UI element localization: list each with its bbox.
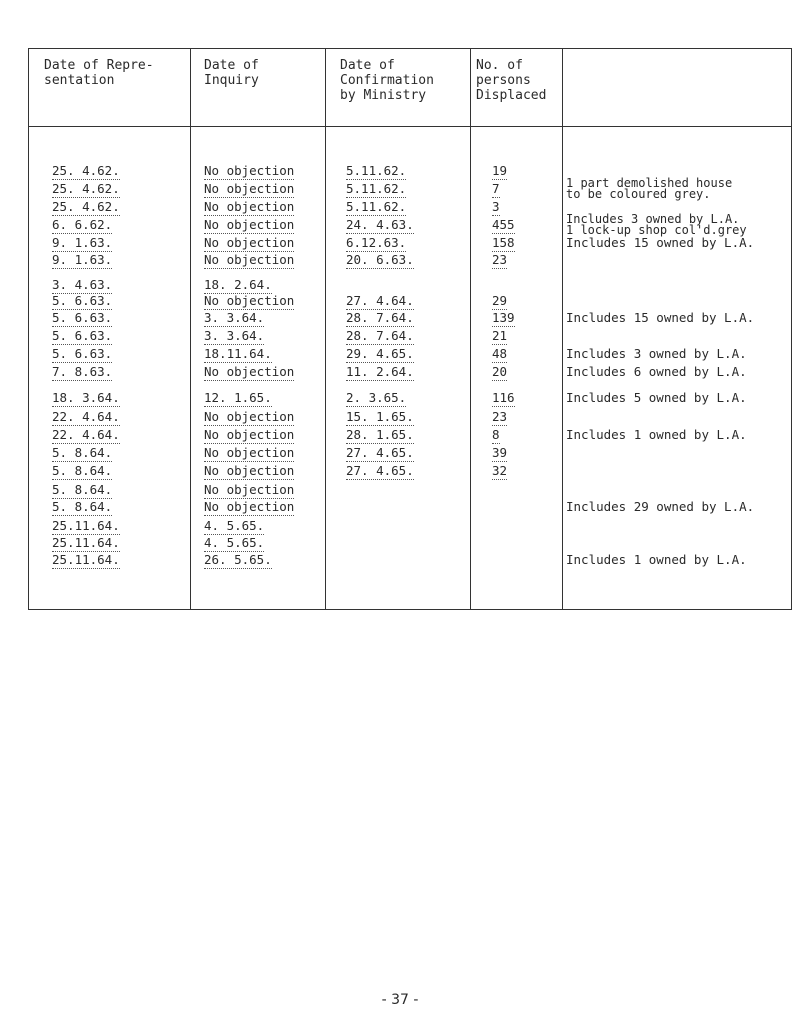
cell-representation-date: 5. 6.63. — [52, 310, 113, 325]
cell-inquiry-date: No objection — [204, 482, 295, 497]
cell-confirmation-date: 5.11.62. — [346, 163, 407, 178]
cell-confirmation-date: 28. 1.65. — [346, 427, 414, 442]
cell-remarks: Includes 15 owned by L.A. — [566, 310, 755, 325]
cell-representation-date: 5. 6.63. — [52, 328, 113, 343]
cell-persons-displaced: 21 — [492, 328, 508, 343]
cell-persons-displaced: 116 — [492, 390, 515, 405]
cell-persons-displaced: 48 — [492, 346, 508, 361]
column-divider — [470, 48, 471, 610]
cell-confirmation-date: 6.12.63. — [346, 235, 407, 250]
cell-persons-displaced: 19 — [492, 163, 508, 178]
cell-remarks: Includes 6 owned by L.A. — [566, 364, 747, 379]
cell-persons-displaced: 39 — [492, 445, 508, 460]
cell-inquiry-date: 12. 1.65. — [204, 390, 272, 405]
header-inquiry: Date of Inquiry — [204, 58, 259, 88]
cell-persons-displaced: 8 — [492, 427, 500, 442]
header-confirmation: Date of Confirmation by Ministry — [340, 58, 434, 103]
cell-representation-date: 7. 8.63. — [52, 364, 113, 379]
cell-inquiry-date: 3. 3.64. — [204, 328, 265, 343]
cell-confirmation-date: 20. 6.63. — [346, 252, 414, 267]
cell-representation-date: 22. 4.64. — [52, 409, 120, 424]
cell-remarks: Includes 1 owned by L.A. — [566, 552, 747, 567]
cell-representation-date: 25. 4.62. — [52, 163, 120, 178]
column-divider — [190, 48, 191, 610]
cell-inquiry-date: No objection — [204, 217, 295, 232]
cell-remarks: Includes 5 owned by L.A. — [566, 390, 747, 405]
cell-representation-date: 5. 6.63. — [52, 293, 113, 308]
cell-remarks: Includes 15 owned by L.A. — [566, 235, 755, 250]
column-divider — [562, 48, 563, 610]
cell-inquiry-date: 3. 3.64. — [204, 310, 265, 325]
cell-representation-date: 25.11.64. — [52, 552, 120, 567]
cell-confirmation-date: 27. 4.65. — [346, 463, 414, 478]
cell-inquiry-date: No objection — [204, 293, 295, 308]
cell-representation-date: 25. 4.62. — [52, 199, 120, 214]
cell-confirmation-date: 5.11.62. — [346, 181, 407, 196]
cell-confirmation-date: 27. 4.64. — [346, 293, 414, 308]
cell-representation-date: 5. 8.64. — [52, 482, 113, 497]
cell-inquiry-date: No objection — [204, 409, 295, 424]
cell-representation-date: 5. 8.64. — [52, 445, 113, 460]
cell-confirmation-date: 24. 4.63. — [346, 217, 414, 232]
cell-inquiry-date: 26. 5.65. — [204, 552, 272, 567]
cell-representation-date: 18. 3.64. — [52, 390, 120, 405]
header-persons: No. of persons Displaced — [476, 58, 547, 103]
cell-persons-displaced: 7 — [492, 181, 500, 196]
cell-persons-displaced: 139 — [492, 310, 515, 325]
cell-inquiry-date: No objection — [204, 235, 295, 250]
cell-inquiry-date: No objection — [204, 163, 295, 178]
cell-inquiry-date: No objection — [204, 252, 295, 267]
column-divider — [325, 48, 326, 610]
cell-inquiry-date: No objection — [204, 427, 295, 442]
header-representation: Date of Repre- sentation — [44, 58, 154, 88]
cell-representation-date: 25.11.64. — [52, 518, 120, 533]
cell-persons-displaced: 29 — [492, 293, 508, 308]
cell-remarks: Includes 29 owned by L.A. — [566, 499, 755, 514]
cell-persons-displaced: 23 — [492, 409, 508, 424]
cell-confirmation-date: 28. 7.64. — [346, 328, 414, 343]
cell-representation-date: 22. 4.64. — [52, 427, 120, 442]
cell-persons-displaced: 23 — [492, 252, 508, 267]
page-number: - 37 - — [381, 992, 419, 1008]
cell-remarks: Includes 3 owned by L.A. 1 lock-up shop col'd.grey — [566, 212, 747, 237]
cell-representation-date: 5. 8.64. — [52, 499, 113, 514]
cell-representation-date: 25. 4.62. — [52, 181, 120, 196]
cell-inquiry-date: No objection — [204, 199, 295, 214]
cell-confirmation-date: 11. 2.64. — [346, 364, 414, 379]
cell-inquiry-date: No objection — [204, 364, 295, 379]
cell-representation-date: 9. 1.63. — [52, 252, 113, 267]
cell-persons-displaced: 32 — [492, 463, 508, 478]
cell-inquiry-date: 4. 5.65. — [204, 518, 265, 533]
cell-inquiry-date: No objection — [204, 181, 295, 196]
cell-representation-date: 3. 4.63. — [52, 277, 113, 292]
cell-representation-date: 5. 8.64. — [52, 463, 113, 478]
cell-inquiry-date: No objection — [204, 445, 295, 460]
cell-confirmation-date: 5.11.62. — [346, 199, 407, 214]
cell-persons-displaced: 158 — [492, 235, 515, 250]
cell-inquiry-date: No objection — [204, 499, 295, 514]
cell-representation-date: 5. 6.63. — [52, 346, 113, 361]
cell-confirmation-date: 2. 3.65. — [346, 390, 407, 405]
cell-inquiry-date: 18.11.64. — [204, 346, 272, 361]
cell-remarks: Includes 3 owned by L.A. — [566, 346, 747, 361]
header-separator — [28, 126, 792, 127]
cell-confirmation-date: 29. 4.65. — [346, 346, 414, 361]
cell-confirmation-date: 15. 1.65. — [346, 409, 414, 424]
cell-inquiry-date: 4. 5.65. — [204, 535, 265, 550]
cell-persons-displaced: 20 — [492, 364, 508, 379]
cell-inquiry-date: No objection — [204, 463, 295, 478]
cell-persons-displaced: 455 — [492, 217, 515, 232]
cell-representation-date: 6. 6.62. — [52, 217, 113, 232]
cell-representation-date: 25.11.64. — [52, 535, 120, 550]
cell-inquiry-date: 18. 2.64. — [204, 277, 272, 292]
cell-remarks: 1 part demolished house to be coloured grey. — [566, 176, 733, 201]
cell-representation-date: 9. 1.63. — [52, 235, 113, 250]
cell-persons-displaced: 3 — [492, 199, 500, 214]
cell-confirmation-date: 27. 4.65. — [346, 445, 414, 460]
cell-confirmation-date: 28. 7.64. — [346, 310, 414, 325]
cell-remarks: Includes 1 owned by L.A. — [566, 427, 747, 442]
